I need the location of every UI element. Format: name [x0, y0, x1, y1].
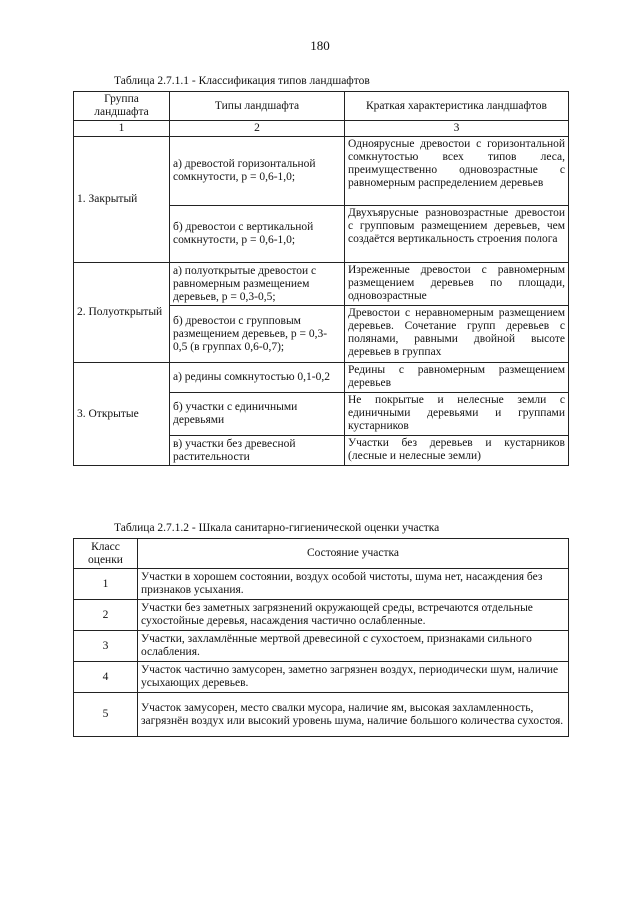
- table-row: [74, 569, 569, 600]
- landscape-type: б) древостои с вертикальной сомкнутости, p = 0,6-1,0;: [170, 206, 345, 263]
- table1-caption: Таблица 2.7.1.1 - Классификация типов ландшафтов: [114, 75, 370, 87]
- table-row: [74, 263, 569, 306]
- table-row: [74, 363, 569, 393]
- landscape-type: а) древостой горизонтальной сомкнутости, p = 0,6-1,0;: [170, 137, 345, 206]
- landscape-classification-table: [73, 91, 569, 466]
- assessment-state: Участки, захламлённые мертвой древесиной с сухостоем, признаками сильного ослабления.: [138, 631, 569, 662]
- header-type: Типы ландшафта: [170, 92, 345, 121]
- assessment-state: Участки без заметных загрязнений окружающей среды, встречаются отдельные сухостойные деревья, насаждения частично ослабленные.: [138, 600, 569, 631]
- table2-header-row: [74, 539, 569, 569]
- landscape-description: Двухъярусные разновозрастные древостои с групповым размещением деревьев, чем создаётся вертикальность строения полога: [345, 206, 569, 263]
- header-description: Краткая характеристика ландшафтов: [345, 92, 569, 121]
- header-group: Группа ландшафта: [74, 92, 170, 121]
- assessment-class: 5: [74, 693, 138, 737]
- group-name: 3. Открытые: [74, 363, 170, 466]
- group-name: 1. Закрытый: [74, 137, 170, 263]
- sanitary-assessment-table: [73, 538, 569, 737]
- landscape-description: Не покрытые и нелесные земли с единичными деревьями и группами кустарников: [345, 393, 569, 436]
- col-number-2: 2: [170, 121, 345, 137]
- landscape-description: Изреженные древостои с равномерным размещением деревьев по площади, одновозрастные: [345, 263, 569, 306]
- table1-number-row: [74, 121, 569, 137]
- landscape-type: а) редины сомкнутостью 0,1-0,2: [170, 363, 345, 393]
- landscape-type: б) древостои с групповым размещением деревьев, p = 0,3-0,5 (в группах 0,6-0,7);: [170, 306, 345, 363]
- assessment-class: 4: [74, 662, 138, 693]
- landscape-type: б) участки с единичными деревьями: [170, 393, 345, 436]
- page-number: 180: [310, 38, 330, 53]
- table2-caption: Таблица 2.7.1.2 - Шкала санитарно-гигиенической оценки участка: [114, 522, 440, 534]
- landscape-description: Участки без деревьев и кустарников (лесные и нелесные земли): [345, 436, 569, 466]
- landscape-description: Редины с равномерным размещением деревьев: [345, 363, 569, 393]
- assessment-class: 3: [74, 631, 138, 662]
- col-number-1: 1: [74, 121, 170, 137]
- table-row: [74, 662, 569, 693]
- landscape-type: а) полуоткрытые древостои с равномерным размещением деревьев, p = 0,3-0,5;: [170, 263, 345, 306]
- assessment-state: Участок частично замусорен, заметно загрязнен воздух, периодически шум, наличие усыхающих деревьев.: [138, 662, 569, 693]
- table-row: [74, 600, 569, 631]
- col-number-3: 3: [345, 121, 569, 137]
- group-name: 2. Полуоткрытый: [74, 263, 170, 363]
- table-row: [74, 631, 569, 662]
- table-row: [74, 693, 569, 737]
- landscape-type: в) участки без древесной растительности: [170, 436, 345, 466]
- assessment-class: 2: [74, 600, 138, 631]
- header-state: Состояние участка: [138, 539, 569, 569]
- assessment-class: 1: [74, 569, 138, 600]
- assessment-state: Участок замусорен, место свалки мусора, наличие ям, высокая захламленность, загрязнён воздух или высокий уровень шума, наличие большого количества сухостоя.: [138, 693, 569, 737]
- landscape-description: Древостои с неравномерным размещением деревьев. Сочетание групп деревьев с полянами, равными двойной высоте деревьев в группах: [345, 306, 569, 363]
- landscape-description: Одноярусные древостои с горизонтальной сомкнутостью всех типов леса, преимущественно одновозрастные с равномерным распределением деревьев: [345, 137, 569, 206]
- header-class: Класс оценки: [74, 539, 138, 569]
- assessment-state: Участки в хорошем состоянии, воздух особой чистоты, шума нет, насаждения без признаков усыхания.: [138, 569, 569, 600]
- table1-header-row: [74, 92, 569, 121]
- table-row: [74, 137, 569, 206]
